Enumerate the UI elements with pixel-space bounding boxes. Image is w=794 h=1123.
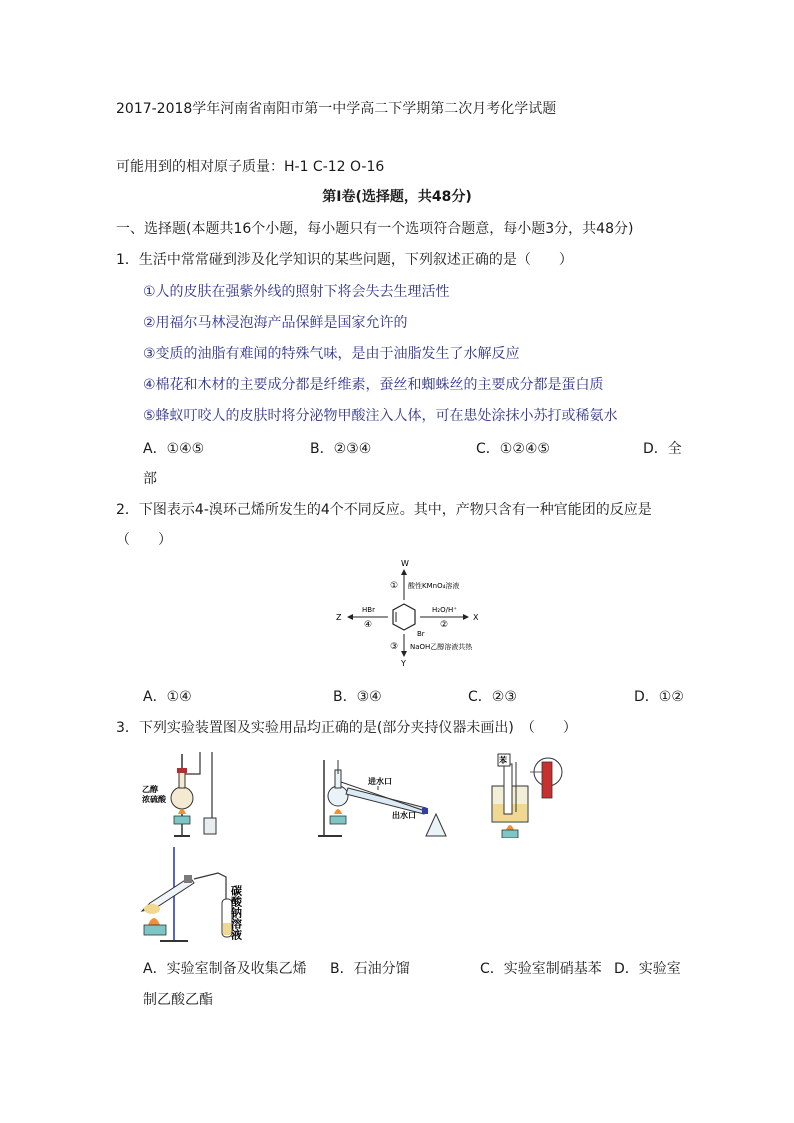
sodium-carbonate-label: 碳酸钠溶液 [229, 885, 243, 940]
reaction-1-number: ① [390, 581, 399, 591]
question-3-stem: 3．下列实验装置图及实验用品均正确的是(部分夹持仪器未画出) （ ） [116, 720, 577, 736]
q3-option-b: B．石油分馏 [330, 961, 410, 977]
q2-option-d: D．①② [634, 689, 684, 705]
water-inlet-label: 进水口 [368, 777, 392, 786]
q1-statement-1: ①人的皮肤在强紫外线的照射下将会失去生理活性 [143, 284, 450, 300]
question-2-stem: 2．下图表示4-溴环己烯所发生的4个不同反应。其中，产物只含有一种官能团的反应是 [116, 502, 652, 518]
question-2-paren: （ ） [116, 532, 172, 548]
q1-option-d-cont: 部 [143, 471, 157, 487]
q2-option-a: A．①④ [143, 689, 192, 705]
reaction-2-reagent: H₂O/H⁺ [432, 606, 457, 614]
reaction-4-reagent: HBr [362, 606, 375, 614]
q2-option-b: B．③④ [333, 689, 382, 705]
acid-label: 浓硫酸 [142, 795, 166, 804]
q1-option-d: D．全 [643, 441, 682, 457]
q1-option-a: A．①④⑤ [143, 441, 205, 457]
atomic-masses: 可能用到的相对原子质量：H-1 C-12 O-16 [116, 159, 385, 175]
reaction-3-reagent: NaOH乙醇溶液共热 [410, 643, 473, 651]
apparatus-d-ethyl-acetate [140, 845, 266, 945]
section-title: 第Ⅰ卷(选择题，共48分) [322, 189, 472, 205]
q1-option-c: C．①②④⑤ [476, 441, 550, 457]
reaction-3-number: ③ [390, 642, 399, 652]
product-z: Z [336, 613, 342, 622]
q1-statement-2: ②用福尔马林浸泡海产品保鲜是国家允许的 [143, 315, 408, 331]
apparatus-a-ethylene [140, 752, 230, 838]
q3-option-d: D．实验室 [614, 961, 681, 977]
apparatus-c-nitrobenzene [486, 752, 566, 838]
q2-option-c: C．②③ [468, 689, 517, 705]
ethanol-label: 乙醇 [142, 785, 158, 794]
q3-option-d-cont: 制乙酸乙酯 [143, 992, 213, 1008]
benzene-label: 苯 [499, 756, 507, 765]
q1-statement-5: ⑤蜂蚁叮咬人的皮肤时将分泌物甲酸注入人体，可在患处涂抹小苏打或稀氨水 [143, 408, 618, 424]
reaction-2-number: ② [440, 620, 449, 630]
product-y: Y [401, 659, 406, 668]
q1-statement-4: ④棉花和木材的主要成分都是纤维素，蚕丝和蜘蛛丝的主要成分都是蛋白质 [143, 377, 604, 393]
apparatus-b-distillation [318, 752, 458, 838]
reaction-1-reagent: 酸性KMnO₄溶液 [408, 582, 460, 590]
question-1-stem: 1．生活中常常碰到涉及化学知识的某些问题，下列叙述正确的是（ ） [116, 252, 573, 268]
br-label: Br [417, 630, 425, 638]
product-w: W [401, 559, 409, 568]
q1-statement-3: ③变质的油脂有难闻的特殊气味，是由于油脂发生了水解反应 [143, 346, 520, 362]
paper-title: 2017-2018学年河南省南阳市第一中学高二下学期第二次月考化学试题 [116, 101, 557, 117]
reaction-4-number: ④ [364, 620, 373, 630]
q3-option-a: A．实验室制备及收集乙烯 [143, 961, 307, 977]
water-outlet-label: 出水口 [392, 811, 416, 820]
q1-option-b: B．②③④ [310, 441, 372, 457]
product-x: X [473, 613, 479, 622]
part-title: 一、选择题(本题共16个小题，每小题只有一个选项符合题意，每小题3分，共48分) [116, 221, 634, 237]
reaction-diagram [330, 556, 490, 668]
q3-option-c: C．实验室制硝基苯 [480, 961, 602, 977]
